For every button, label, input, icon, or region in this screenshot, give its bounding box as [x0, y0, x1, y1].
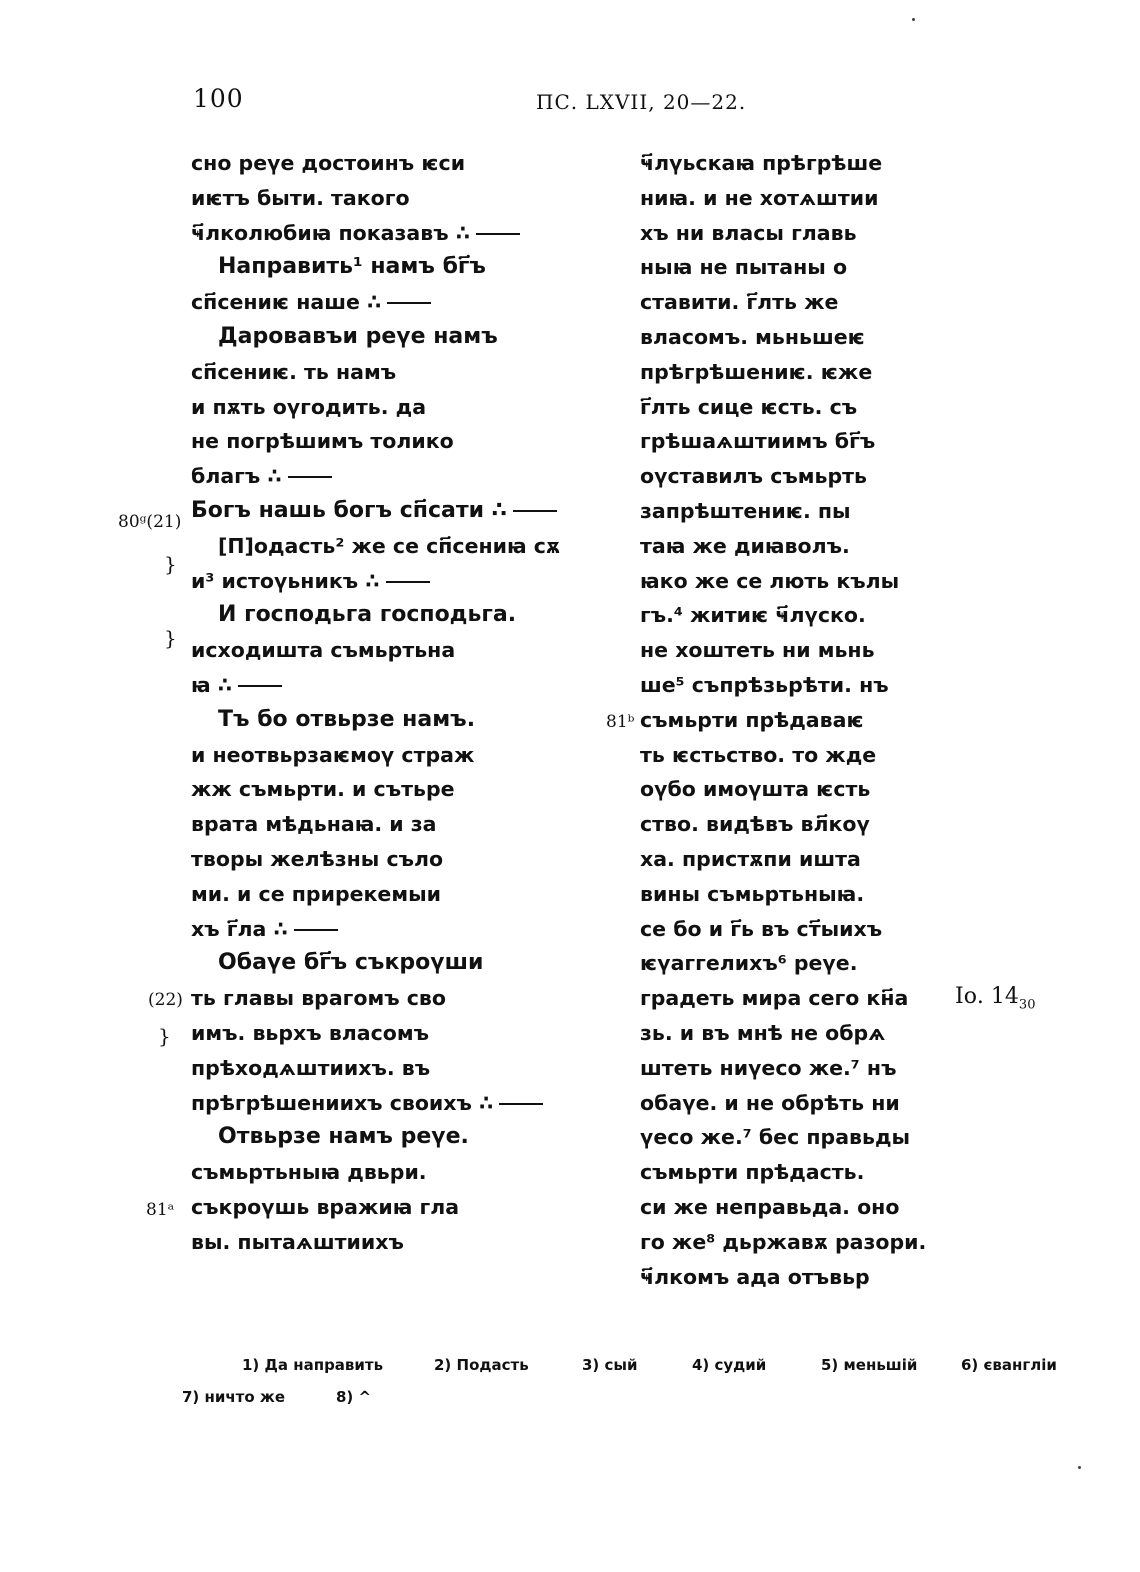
- text-line: се бо и г҃ь въ ст҃ыихъ: [640, 916, 883, 941]
- text-line: жж съмьрти. и сътьре: [191, 777, 455, 802]
- text-line: зь. и въ мнѣ не обрѧ: [640, 1020, 886, 1045]
- cross-reference: Іо. $14_{30}$: [955, 984, 1036, 1013]
- footnotes: [0, 1352, 1140, 1432]
- verse-line: Обаүе бг҃ъ съкроүши: [218, 950, 484, 976]
- text-line: хъ г҃ла ∴: [191, 912, 571, 947]
- text-line: ха. пристѫпи ишта: [640, 846, 861, 871]
- footnote: 4) судий: [692, 1356, 767, 1374]
- end-dash-mark: [476, 233, 520, 235]
- verse-line: Направить¹ намъ бг҃ъ: [218, 254, 486, 280]
- footnote: 2) Подасть: [434, 1356, 529, 1374]
- folio-note: 81ᵇ: [606, 712, 635, 732]
- folio-note: 81ᵃ: [146, 1200, 175, 1220]
- text-line: ꙗко же се лють кълы: [640, 568, 900, 593]
- text-line: ть главы врагомъ сво: [191, 986, 446, 1011]
- scan-speck: [1078, 1466, 1081, 1469]
- text-line: ми. и се прирекемыи: [191, 881, 441, 906]
- text-line: штеть ниүесо же.⁷ нъ: [640, 1055, 897, 1080]
- footnote: 1) Да направить: [242, 1356, 384, 1374]
- end-dash-mark: [499, 1103, 543, 1105]
- text-line: иѥтъ быти. такого: [191, 185, 410, 210]
- page-number: 100: [193, 84, 244, 113]
- verse-line: И господьга господьга.: [218, 602, 517, 628]
- text-line: и неотвьрзаѥмоү страж: [191, 742, 475, 767]
- left-column: [191, 146, 571, 1260]
- text-line: ҹ҃лкомъ ада отъвьр: [640, 1264, 870, 1289]
- text-line: оүставилъ съмьрть: [640, 464, 868, 489]
- text-line: грѣшаѧштиимъ бг҃ъ: [640, 429, 876, 454]
- text-line: исходишта съмьртьна: [191, 638, 456, 663]
- verse-line: [П]одасть² же се сп҃сениꙗ сѫ: [218, 533, 561, 558]
- text-line: и³ истоүьникъ ∴: [191, 564, 571, 599]
- text-line: ныꙗ не пытаны о: [640, 255, 848, 280]
- text-line: үесо же.⁷ бес правьды: [640, 1125, 911, 1150]
- verse-line: Богъ нашь богъ сп҃сати ∴: [191, 494, 571, 529]
- text-line: съмьртьныꙗ двьри.: [191, 1160, 427, 1185]
- text-line: г҃лть сице ѥсть. съ: [640, 394, 858, 419]
- end-dash-mark: [513, 510, 557, 512]
- brace-mark: }: [164, 626, 177, 650]
- running-head: ПС. LXVII, 20—22.: [536, 90, 747, 114]
- scan-speck: [912, 18, 915, 21]
- brace-mark: }: [158, 1024, 171, 1048]
- text-line: власомъ. мьньшеѥ: [640, 324, 865, 349]
- verse-note: (22): [148, 990, 183, 1010]
- folio-note: 80ᵍ(21): [118, 512, 182, 532]
- text-line: благъ ∴: [191, 459, 571, 494]
- text-line: градеть мира сего кн҃а: [640, 986, 909, 1011]
- text-line: ꙗ ∴: [191, 668, 571, 703]
- text-line: ть ѥстьство. то жде: [640, 742, 877, 767]
- text-line: вины съмьртьныꙗ.: [640, 881, 865, 906]
- text-line: и пѫть оүгодить. да: [191, 394, 427, 419]
- text-line: съмьрти прѣдаваѥ: [640, 707, 864, 732]
- footnote: 5) меньшій: [821, 1356, 918, 1374]
- end-dash-mark: [387, 302, 431, 304]
- text-line: не хоштеть ни мьнь: [640, 638, 875, 663]
- end-dash-mark: [294, 929, 338, 931]
- text-line: обаүе. и не обрѣть ни: [640, 1090, 900, 1115]
- text-line: прѣходѧштиихъ. въ: [191, 1055, 431, 1080]
- text-line: ҹ҃лколюбиꙗ показавъ ∴: [191, 216, 571, 251]
- text-line: съкроүшь вражиꙗ гла: [191, 1194, 460, 1219]
- text-line: хъ ни власы главь: [640, 220, 857, 245]
- text-line: оүбо имоүшта ѥсть: [640, 777, 871, 802]
- brace-mark: }: [164, 552, 177, 576]
- text-line: ѥүаггелихъ⁶ реүе.: [640, 951, 858, 976]
- text-line: гъ.⁴ житиѥ ҹ҃лүско.: [640, 603, 866, 628]
- footnote: 3) сый: [582, 1356, 638, 1374]
- text-line: ставити. г҃лть же: [640, 290, 839, 315]
- verse-line: Даровавъи реүе намъ: [218, 323, 498, 349]
- footnote: 7) ничто же: [182, 1388, 286, 1406]
- footnote: 6) євангліи: [961, 1356, 1057, 1374]
- text-line: сно реүе достоинъ ѥси: [191, 151, 466, 175]
- text-line: сп҃сениѥ наше ∴: [191, 285, 571, 320]
- text-line: ниꙗ. и не хотѧштии: [640, 185, 879, 210]
- verse-line: Отвьрзе намъ реүе.: [218, 1124, 469, 1150]
- text-line: прѣгрѣшениѥ. ѥже: [640, 359, 873, 384]
- text-line: си же неправьда. оно: [640, 1194, 900, 1219]
- text-line: запрѣштениѥ. пы: [640, 498, 851, 523]
- right-column: [640, 146, 940, 1294]
- text-line: ҹ҃лүьскаꙗ прѣгрѣше: [640, 151, 883, 175]
- text-line: сп҃сениѥ. ть намъ: [191, 359, 397, 384]
- text-line: творы желѣзны съло: [191, 846, 444, 871]
- text-line: вы. пытаѧштиихъ: [191, 1229, 404, 1254]
- text-line: не погрѣшимъ толико: [191, 429, 454, 454]
- text-line: прѣгрѣшениихъ своихъ ∴: [191, 1086, 571, 1121]
- end-dash-mark: [238, 685, 282, 687]
- text-line: имъ. вьрхъ власомъ: [191, 1020, 430, 1045]
- text-line: ше⁵ съпрѣзьрѣти. нъ: [640, 672, 889, 697]
- text-line: врата мѣдьнаꙗ. и за: [191, 812, 437, 837]
- verse-line: Тъ бо отвьрзе намъ.: [218, 706, 476, 732]
- footnote: 8) ^: [336, 1388, 372, 1406]
- end-dash-mark: [288, 476, 332, 478]
- end-dash-mark: [386, 581, 430, 583]
- text-line: таꙗ же диꙗволъ.: [640, 533, 850, 558]
- text-line: съмьрти прѣдасть.: [640, 1160, 865, 1185]
- text-line: го же⁸ дьржавѫ разори.: [640, 1229, 927, 1254]
- text-line: ство. видѣвъ вл҃коү: [640, 812, 870, 837]
